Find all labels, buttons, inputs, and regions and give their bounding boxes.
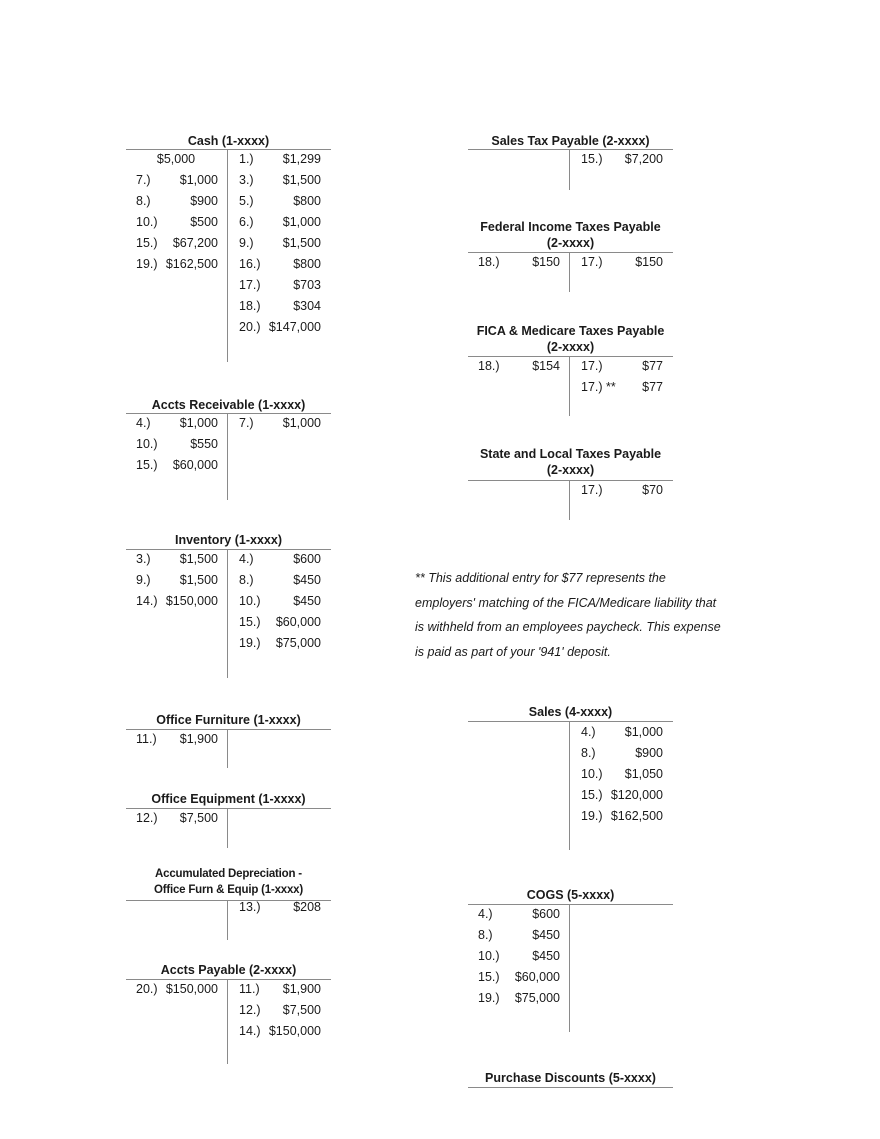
entry-reference: 18.) xyxy=(239,299,261,313)
account-title: Inventory (1-xxxx) xyxy=(175,533,282,547)
ledger-entry xyxy=(571,722,671,743)
entry-amount: $900 xyxy=(190,194,218,208)
entry-reference: 11.) xyxy=(136,732,157,746)
entry-amount: $450 xyxy=(532,928,560,942)
account-title: FICA & Medicare Taxes Payable xyxy=(476,324,665,338)
entry-reference: 10.) xyxy=(581,767,603,781)
debit-side xyxy=(468,356,568,377)
debit-side xyxy=(126,729,226,750)
entry-amount: $60,000 xyxy=(172,458,218,472)
ledger-entry xyxy=(126,591,226,612)
entry-amount: $7,500 xyxy=(179,811,218,825)
entry-reference: 19.) xyxy=(478,991,500,1005)
entry-amount: $70 xyxy=(642,483,663,497)
account-title: Accumulated Depreciation - xyxy=(155,868,302,880)
ledger-entry xyxy=(468,252,568,273)
entry-amount: $154 xyxy=(532,359,560,373)
entry-amount: $550 xyxy=(190,437,218,451)
entry-amount: $150,000 xyxy=(165,982,218,996)
entry-reference: 14.) xyxy=(239,1024,261,1038)
entry-reference: 8.) xyxy=(478,928,493,942)
entry-reference: 10.) xyxy=(136,437,158,451)
account-title: Accts Payable (2-xxxx) xyxy=(160,963,297,977)
entry-amount: $1,900 xyxy=(179,732,218,746)
ledger-entry xyxy=(229,170,329,191)
ledger-entry xyxy=(229,1000,329,1021)
entry-amount: $150 xyxy=(532,255,560,269)
credit-side xyxy=(229,979,329,1042)
ledger-entry xyxy=(468,946,568,967)
account-title: Federal Income Taxes Payable xyxy=(480,220,661,234)
ledger-entry xyxy=(126,570,226,591)
entry-reference: 4.) xyxy=(136,416,151,430)
entry-amount: $1,050 xyxy=(624,767,663,781)
ledger-entry xyxy=(571,743,671,764)
entry-amount: $120,000 xyxy=(610,788,663,802)
entry-amount: $7,200 xyxy=(624,152,663,166)
t-account-divider xyxy=(227,149,228,362)
t-account-divider xyxy=(227,900,228,940)
entry-amount: $162,500 xyxy=(165,257,218,271)
ledger-entry xyxy=(126,191,226,212)
ledger-entry xyxy=(126,413,226,434)
ledger-entry xyxy=(571,785,671,806)
entry-reference: 9.) xyxy=(136,573,151,587)
entry-reference: 15.) xyxy=(136,458,158,472)
entry-amount: $77 xyxy=(642,359,663,373)
entry-amount: $450 xyxy=(532,949,560,963)
debit-side xyxy=(468,904,568,1009)
debit-side xyxy=(126,808,226,829)
entry-reference: 12.) xyxy=(136,811,158,825)
ledger-entry xyxy=(468,904,568,925)
t-account-divider xyxy=(227,808,228,848)
entry-reference: 15.) xyxy=(581,152,603,166)
entry-reference: 17.) ** xyxy=(581,380,616,394)
ledger-entry xyxy=(126,254,226,275)
ledger-entry xyxy=(126,212,226,233)
t-account-divider xyxy=(569,721,570,850)
t-account-rule xyxy=(468,1087,673,1088)
entry-amount: $900 xyxy=(635,746,663,760)
footnote-line: employers' matching of the FICA/Medicare liability that xyxy=(415,595,717,610)
entry-amount: $304 xyxy=(293,299,321,313)
entry-amount: $5,000 xyxy=(156,152,196,166)
ledger-entry xyxy=(126,170,226,191)
ledger-entry xyxy=(229,413,329,434)
t-account-divider xyxy=(569,149,570,190)
entry-amount: $7,500 xyxy=(282,1003,321,1017)
ledger-entry xyxy=(571,764,671,785)
ledger-entry xyxy=(229,633,329,654)
entry-reference: 3.) xyxy=(136,552,151,566)
entry-reference: 20.) xyxy=(136,982,158,996)
entry-amount: $1,000 xyxy=(179,416,218,430)
entry-reference: 4.) xyxy=(581,725,596,739)
t-account-divider xyxy=(569,904,570,1032)
entry-reference: 20.) xyxy=(239,320,261,334)
entry-reference: 10.) xyxy=(478,949,500,963)
ledger-entry xyxy=(229,233,329,254)
entry-amount: $1,500 xyxy=(179,552,218,566)
ledger-entry xyxy=(571,480,671,501)
ledger-entry xyxy=(229,570,329,591)
entry-amount: $1,900 xyxy=(282,982,321,996)
ledger-entry xyxy=(229,1021,329,1042)
entry-amount: $150 xyxy=(635,255,663,269)
ledger-entry xyxy=(571,252,671,273)
ledger-entry xyxy=(468,925,568,946)
credit-side xyxy=(571,149,671,170)
footnote-line: is withheld from an employees paycheck. This expense xyxy=(415,620,721,634)
account-title: (2-xxxx) xyxy=(546,236,595,250)
t-account-divider xyxy=(569,356,570,416)
entry-reference: 1.) xyxy=(239,152,254,166)
entry-amount: $1,000 xyxy=(282,215,321,229)
entry-reference: 5.) xyxy=(239,194,254,208)
entry-reference: 8.) xyxy=(136,194,151,208)
entry-amount: $1,000 xyxy=(179,173,218,187)
t-account-divider xyxy=(227,413,228,500)
entry-reference: 17.) xyxy=(581,483,603,497)
ledger-entry xyxy=(229,149,329,170)
account-title: COGS (5-xxxx) xyxy=(526,888,615,902)
debit-side xyxy=(126,979,226,1000)
entry-amount: $60,000 xyxy=(514,970,560,984)
entry-amount: $60,000 xyxy=(275,615,321,629)
entry-amount: $77 xyxy=(642,380,663,394)
debit-side xyxy=(126,549,226,612)
debit-side xyxy=(468,252,568,273)
ledger-entry xyxy=(229,897,329,916)
entry-amount: $703 xyxy=(293,278,321,292)
debit-side xyxy=(126,413,226,476)
entry-reference: 7.) xyxy=(136,173,151,187)
ledger-entry xyxy=(229,979,329,1000)
entry-amount: $208 xyxy=(293,900,321,914)
entry-amount: $800 xyxy=(293,257,321,271)
account-title: (2-xxxx) xyxy=(546,463,595,477)
credit-side xyxy=(229,413,329,434)
t-account-divider xyxy=(227,549,228,678)
entry-amount: $450 xyxy=(293,573,321,587)
entry-amount: $800 xyxy=(293,194,321,208)
ledger-entry xyxy=(571,377,671,398)
entry-reference: 10.) xyxy=(136,215,158,229)
ledger-entry xyxy=(229,549,329,570)
ledger-entry xyxy=(126,979,226,1000)
entry-amount: $150,000 xyxy=(165,594,218,608)
ledger-entry xyxy=(229,191,329,212)
ledger-entry xyxy=(571,149,671,170)
footnote-line: is paid as part of your '941' deposit. xyxy=(415,644,611,659)
credit-side xyxy=(229,897,329,916)
ledger-entry xyxy=(571,356,671,377)
ledger-entry xyxy=(229,212,329,233)
entry-reference: 19.) xyxy=(239,636,261,650)
entry-reference: 19.) xyxy=(581,809,603,823)
entry-amount: $500 xyxy=(190,215,218,229)
entry-amount: $162,500 xyxy=(610,809,663,823)
entry-reference: 15.) xyxy=(478,970,500,984)
entry-amount: $75,000 xyxy=(514,991,560,1005)
entry-amount: $1,500 xyxy=(179,573,218,587)
entry-reference: 9.) xyxy=(239,236,254,250)
entry-reference: 17.) xyxy=(581,255,603,269)
ledger-entry xyxy=(468,356,568,377)
account-title: Office Furniture (1-xxxx) xyxy=(156,713,301,727)
footnote-line: ** This additional entry for $77 represents the xyxy=(415,571,666,585)
debit-side xyxy=(126,149,226,275)
t-account-divider xyxy=(569,480,570,520)
entry-reference: 10.) xyxy=(239,594,261,608)
entry-amount: $600 xyxy=(532,907,560,921)
entry-reference: 3.) xyxy=(239,173,254,187)
entry-amount: $1,500 xyxy=(282,173,321,187)
entry-reference: 19.) xyxy=(136,257,158,271)
entry-amount: $1,000 xyxy=(624,725,663,739)
ledger-entry xyxy=(126,729,226,750)
entry-reference: 4.) xyxy=(239,552,254,566)
entry-reference: 18.) xyxy=(478,255,500,269)
account-title: Sales Tax Payable (2-xxxx) xyxy=(491,134,650,148)
entry-reference: 17.) xyxy=(581,359,603,373)
credit-side xyxy=(229,549,329,654)
ledger-entry xyxy=(468,988,568,1009)
entry-amount: $1,500 xyxy=(282,236,321,250)
entry-reference: 16.) xyxy=(239,257,261,271)
entry-reference: 14.) xyxy=(136,594,158,608)
entry-reference: 13.) xyxy=(239,900,261,914)
ledger-entry xyxy=(229,317,329,338)
ledger-entry xyxy=(126,455,226,476)
t-account-divider xyxy=(227,729,228,768)
fica-footnote xyxy=(415,566,745,664)
ledger-entry xyxy=(126,434,226,455)
ledger-entry xyxy=(126,549,226,570)
t-account-divider xyxy=(227,979,228,1064)
entry-reference: 18.) xyxy=(478,359,500,373)
t-account-divider xyxy=(569,252,570,292)
account-title: Purchase Discounts (5-xxxx) xyxy=(485,1071,656,1085)
entry-reference: 12.) xyxy=(239,1003,261,1017)
entry-reference: 15.) xyxy=(581,788,603,802)
ledger-entry xyxy=(229,254,329,275)
ledger-entry xyxy=(229,275,329,296)
entry-reference: 8.) xyxy=(239,573,254,587)
entry-reference: 17.) xyxy=(239,278,261,292)
account-title: Cash (1-xxxx) xyxy=(187,134,270,148)
entry-reference: 6.) xyxy=(239,215,254,229)
credit-side xyxy=(571,722,671,827)
ledger-entry xyxy=(126,808,226,829)
entry-amount: $600 xyxy=(293,552,321,566)
ledger-entry xyxy=(571,806,671,827)
credit-side xyxy=(571,356,671,398)
entry-amount: $75,000 xyxy=(275,636,321,650)
entry-amount: $450 xyxy=(293,594,321,608)
entry-amount: $1,299 xyxy=(282,152,321,166)
credit-side xyxy=(229,149,329,338)
account-title: Accts Receivable (1-xxxx) xyxy=(151,398,306,412)
account-title: Sales (4-xxxx) xyxy=(528,705,613,719)
ledger-entry xyxy=(126,233,226,254)
entry-amount: $67,200 xyxy=(172,236,218,250)
account-title: Office Equipment (1-xxxx) xyxy=(151,792,306,806)
account-title: (2-xxxx) xyxy=(546,340,595,354)
entry-reference: 8.) xyxy=(581,746,596,760)
account-title: State and Local Taxes Payable xyxy=(479,447,662,461)
entry-reference: 7.) xyxy=(239,416,254,430)
entry-amount: $1,000 xyxy=(282,416,321,430)
entry-amount: $147,000 xyxy=(268,320,321,334)
entry-reference: 15.) xyxy=(136,236,158,250)
ledger-entry xyxy=(126,149,226,170)
account-title: Office Furn & Equip (1-xxxx) xyxy=(153,884,304,896)
entry-reference: 4.) xyxy=(478,907,493,921)
ledger-entry xyxy=(229,612,329,633)
entry-reference: 15.) xyxy=(239,615,261,629)
ledger-entry xyxy=(229,591,329,612)
entry-reference: 11.) xyxy=(239,982,260,996)
ledger-entry xyxy=(468,967,568,988)
credit-side xyxy=(571,252,671,273)
ledger-entry xyxy=(229,296,329,317)
entry-amount: $150,000 xyxy=(268,1024,321,1038)
credit-side xyxy=(571,480,671,501)
